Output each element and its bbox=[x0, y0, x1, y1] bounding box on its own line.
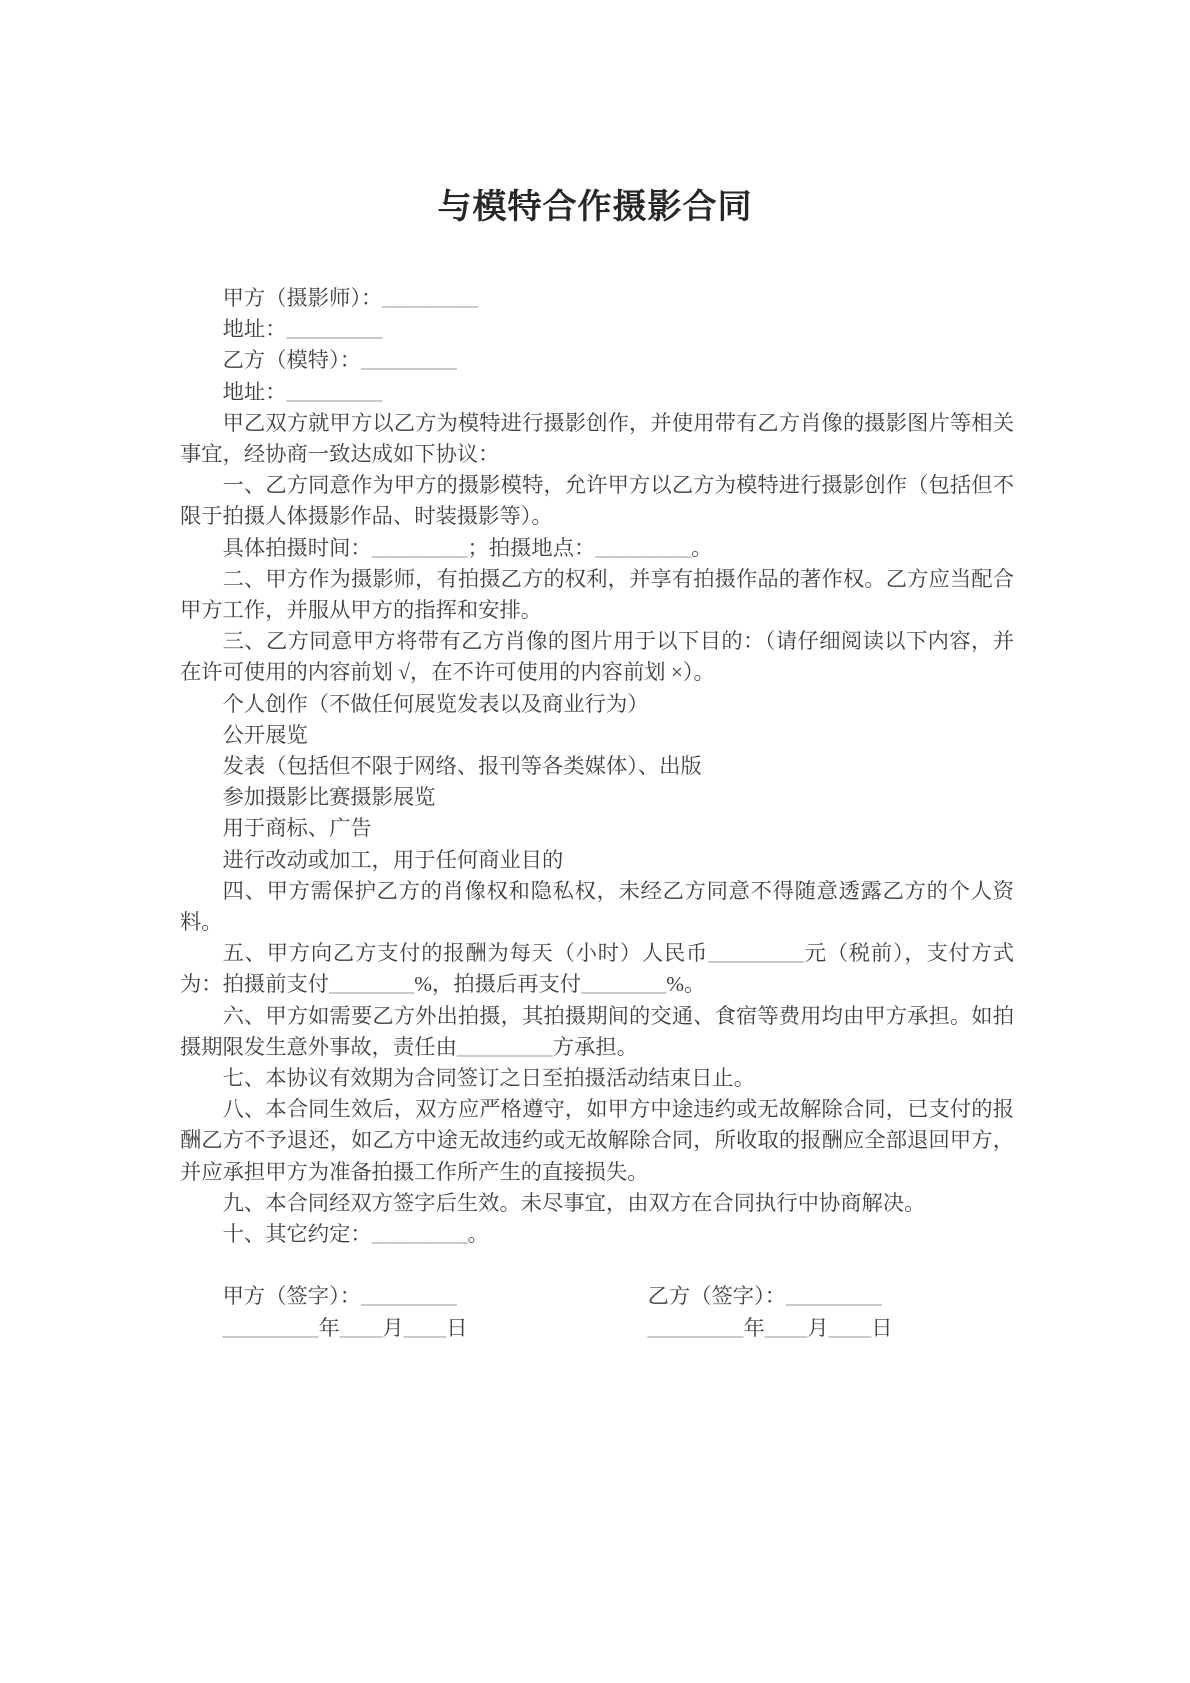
contract-paragraph: 具体拍摄时间：_________；拍摄地点：_________。 bbox=[222, 535, 713, 560]
party-a-date: _________年____月____日 bbox=[222, 1315, 468, 1340]
contract-title: 与模特合作摄影合同 bbox=[437, 189, 753, 226]
contract-paragraph: 九、本合同经双方签字后生效。未尽事宜，由双方在合同执行中协商解决。 bbox=[222, 1190, 926, 1215]
party-b-date: _________年____月____日 bbox=[647, 1315, 893, 1340]
contract-paragraph: 三、乙方同意甲方将带有乙方肖像的图片用于以下目的：（请仔细阅读以下内容，并在许可使用的内容前划 √，在不许可使用的内容前划 ×）。 bbox=[180, 629, 1014, 685]
contract-paragraph: 发表（包括但不限于网络、报刊等各类媒体）、出版 bbox=[222, 754, 702, 779]
contract-paragraph: 六、甲方如需要乙方外出拍摄，其拍摄期间的交通、食宿等费用均由甲方承担。如拍摄期限发生意外事故，责任由_________方承担。 bbox=[180, 1003, 1014, 1059]
contract-paragraph: 五、甲方向乙方支付的报酬为每天（小时）人民币_________元（税前），支付方式为：拍摄前支付________%，拍摄后再支付________%。 bbox=[180, 941, 1014, 997]
contract-paragraph: 八、本合同生效后，双方应严格遵守，如甲方中途违约或无故解除合同，已支付的报酬乙方不予退还，如乙方中途无故违约或无故解除合同，所收取的报酬应全部退回甲方，并应承担甲方为准备拍摄工作所产生的直接损失。 bbox=[180, 1097, 1014, 1184]
contract-paragraph: 四、甲方需保护乙方的肖像权和隐私权，未经乙方同意不得随意透露乙方的个人资料。 bbox=[180, 878, 1014, 935]
signature-block bbox=[180, 1281, 1014, 1343]
contract-paragraph: 七、本协议有效期为合同签订之日至拍摄活动结束日止。 bbox=[222, 1066, 756, 1091]
contract-paragraph-list bbox=[180, 283, 1014, 1250]
contract-paragraph: 甲方（摄影师）：_________ bbox=[222, 286, 479, 310]
date-row bbox=[180, 1313, 1014, 1344]
party-a-signature: 甲方（签字）：_________ bbox=[222, 1284, 457, 1309]
contract-paragraph: 进行改动或加工，用于任何商业目的 bbox=[222, 847, 564, 872]
contract-paragraph: 二、甲方作为摄影师，有拍摄乙方的权利，并享有拍摄作品的著作权。乙方应当配合甲方工作，并服从甲方的指挥和安排。 bbox=[180, 566, 1014, 623]
contract-paragraph: 地址：_________ bbox=[222, 379, 383, 404]
contract-paragraph: 乙方（模特）：_________ bbox=[222, 348, 457, 373]
contract-paragraph: 参加摄影比赛摄影展览 bbox=[222, 785, 436, 810]
contract-paragraph: 用于商标、广告 bbox=[222, 816, 372, 841]
contract-paragraph: 甲乙双方就甲方以乙方为模特进行摄影创作，并使用带有乙方肖像的摄影图片等相关事宜，经协商一致达成如下协议： bbox=[180, 410, 1014, 467]
contract-paragraph: 公开展览 bbox=[222, 722, 308, 747]
signature-row bbox=[180, 1281, 1014, 1312]
contract-paragraph: 地址：_________ bbox=[222, 317, 383, 342]
contract-paragraph: 十、其它约定：_________。 bbox=[222, 1222, 489, 1247]
contract-paragraph: 个人创作（不做任何展览发表以及商业行为） bbox=[222, 691, 649, 716]
contract-paragraph: 一、乙方同意作为甲方的摄影模特，允许甲方以乙方为模特进行摄影创作（包括但不限于拍摄人体摄影作品、时装摄影等）。 bbox=[180, 473, 1014, 529]
party-b-signature: 乙方（签字）：_________ bbox=[647, 1284, 882, 1309]
contract-body bbox=[180, 283, 1014, 1344]
